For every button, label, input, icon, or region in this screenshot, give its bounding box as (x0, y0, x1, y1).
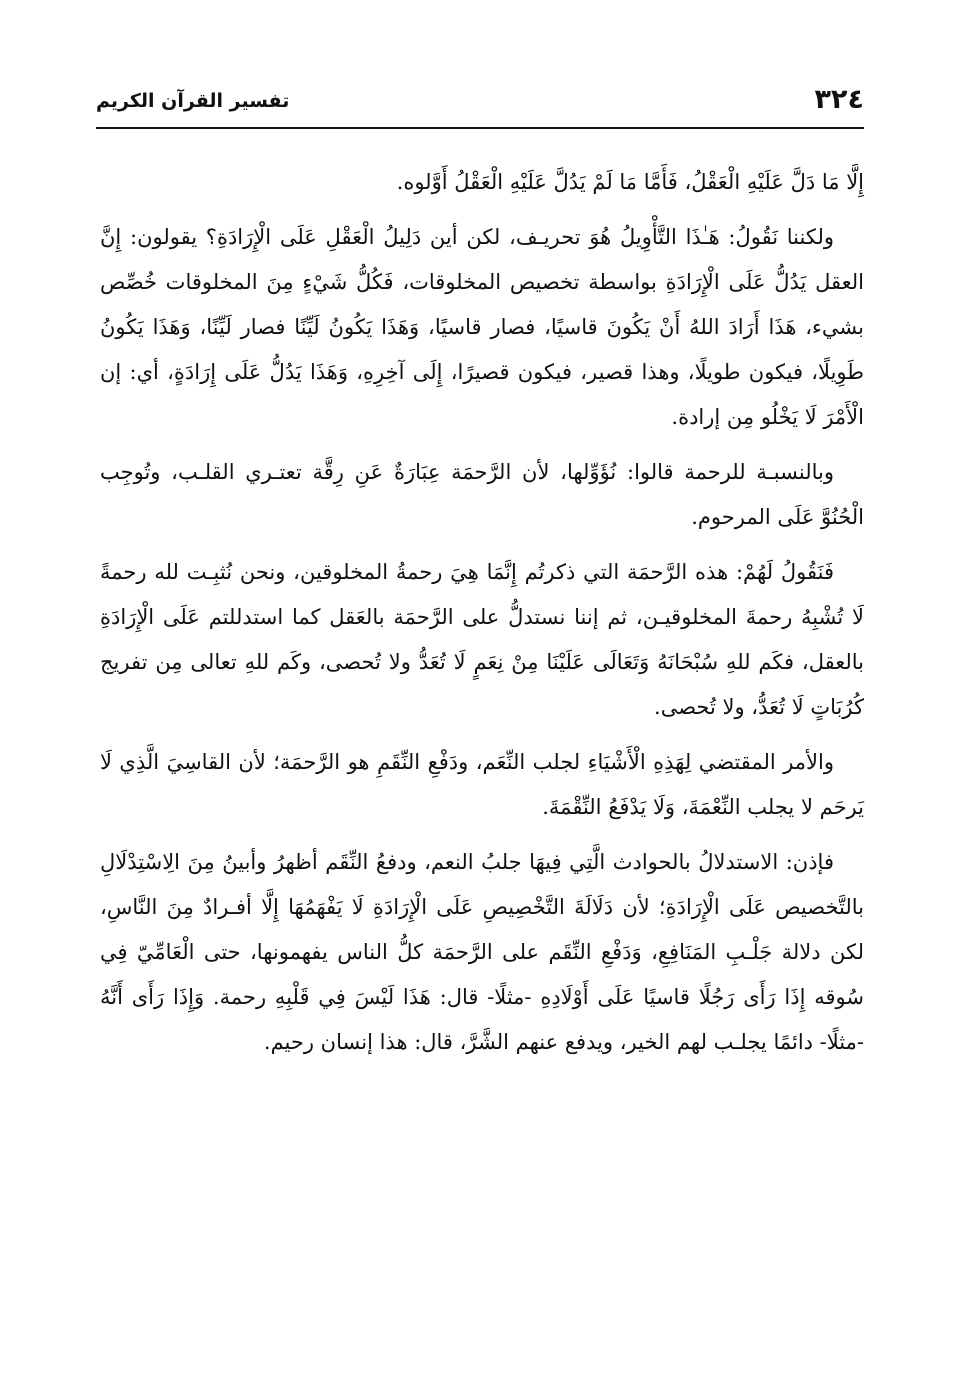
paragraph-3: وبالنسبـة للرحمة قالوا: نُؤَوِّلها، لأن الرَّحمَة عِبَارَةٌ عَنِ رِقَّة تعتـري القلـب، وتُوجِب الْحُنُوَّ عَلَى المرحوم. (100, 460, 864, 529)
page-header (96, 82, 864, 126)
header-rule (96, 127, 864, 129)
body-text (100, 160, 864, 1075)
paragraph-2: ولكننا نَقُولُ: هَـٰذَا التَّأْوِيلُ هُوَ تحريـف، لكن أين دَلِيلُ الْعَقْلِ عَلَى الْإِرَادَةِ؟ يقولون: إِنَّ العقل يَدُلُّ عَلَى الْإِرَادَةِ بواسطة تخصيص المخلوقات، فَكُلُّ شَيْءٍ مِنَ المخلوقات خُصِّص بشيء، هَذَا أَرَادَ اللهُ أَنْ يَكُونَ قاسيًا، فصار قاسيًا، وَهَذَا يَكُونُ لَيِّنًا فصار لَيِّنًا، وَهَذَا يَكُونُ طَوِيلًا، فيكون طويلًا، وهذا قصير، فيكون قصيرًا، إِلَى آخِرِهِ، وَهَذَا يَدُلُّ عَلَى إِرَادَةٍ، أي: إن الْأَمْرَ لَا يَخْلُو مِن إرادة. (100, 225, 864, 429)
paragraph-6: فإذن: الاستدلالُ بالحوادث الَّتِي فِيهَا جلبُ النعم، ودفعُ النِّقَم أظهرُ وأبينُ مِنَ الِاسْتِدْلَالِ بالتَّخصيص عَلَى الْإِرَادَةِ؛ لأن دَلَالَةَ التَّخْصِيصِ عَلَى الْإِرَادَةِ لَا يَفْهَمُهَا إِلَّا أفـرادٌ مِنَ النَّاسِ، لكن دلالة جَلْـبِ المَنَافِعِ، وَدَفْعِ النِّقَم على الرَّحمَة كلُّ الناس يفهمونها، حتى الْعَامِّيّ فِي سُوقه إِذَا رَأَى رَجُلًا قاسيًا عَلَى أَوْلَادِهِ -مثلًا- قال: هَذَا لَيْسَ فِي قَلْبِهِ رحمة. وَإِذَا رَأَى أَنَّهُ -مثلًا- دائمًا يجلـب لهم الخير، ويدفع عنهم الشَّرَّ، قال: هذا إنسان رحيم. (100, 850, 864, 1054)
running-title: تفسير القرآن الكريم (96, 90, 290, 112)
paragraph-4: فَنَقُولُ لَهُمْ: هذه الرَّحمَة التي ذكرتُم إِنَّمَا هِيَ رحمةُ المخلوقين، ونحن نُثبِـت لله رحمةً لَا تُشْبِهُ رحمةَ المخلوقيـن، ثم إننا نستدلُّ على الرَّحمَة بالعَقل كما استدللتم عَلَى الْإِرَادَةِ بالعقل، فكَم للهِ سُبْحَانَهُ وَتَعَالَى عَلَيْنَا مِنْ نِعَمٍ لَا تُعَدُّ ولا تُحصى، وكَم للهِ تعالى مِن تفريج كُرُبَاتٍ لَا تُعَدُّ، ولا تُحصى. (100, 560, 864, 719)
paragraph-1: إِلَّا مَا دَلَّ عَلَيْهِ الْعَقْلُ، فَأَمَّا مَا لَمْ يَدُلَّ عَلَيْهِ الْعَقْلُ أَوَّلوه. (396, 170, 864, 194)
page-number: ٣٢٤ (814, 84, 864, 115)
paragraph-5: والأمر المقتضي لِهَذِهِ الْأَشْيَاءِ لجلب النِّعَم، ودَفْعِ النِّقَمِ هو الرَّحمَة؛ لأن القاسِيَ الَّذِي لَا يَرحَم لا يجلب النِّعْمَةَ، وَلَا يَدْفَعُ النِّقْمَةَ. (100, 750, 864, 819)
